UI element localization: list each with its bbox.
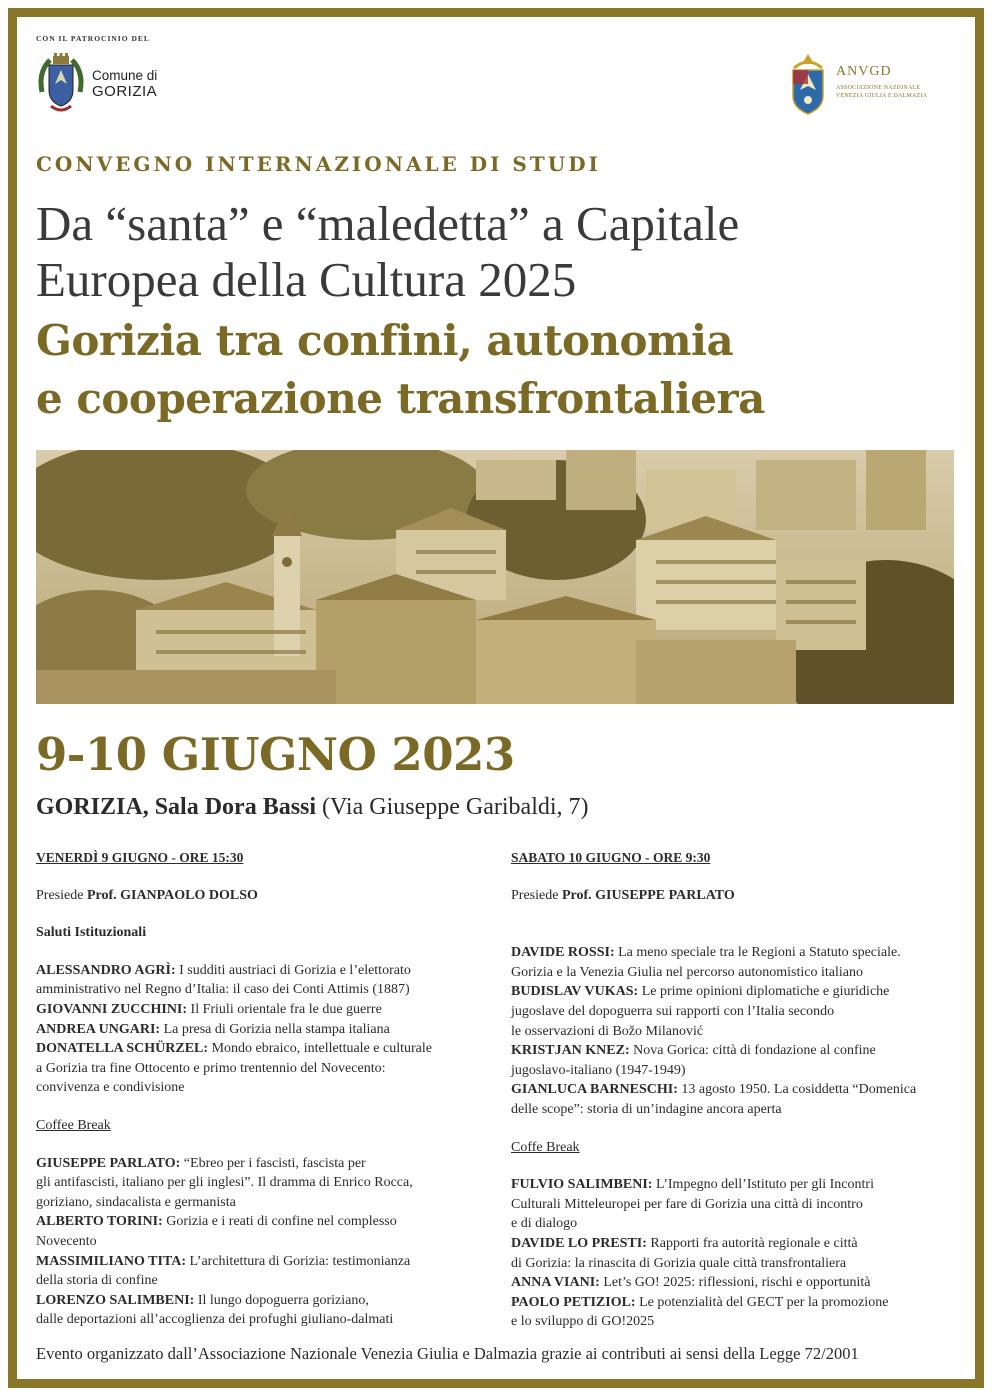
talk-speaker: ANNA VIANI: — [511, 1275, 600, 1291]
city-panorama-image — [36, 450, 954, 704]
friday-chair — [36, 886, 488, 906]
anvgd-crest-icon — [790, 50, 826, 116]
talk-speaker: PAOLO PETIZIOL: — [511, 1294, 636, 1310]
talk-title: 13 agosto 1950. La cosiddetta “Domenica — [677, 1082, 917, 1098]
talk-speaker: MASSIMILIANO TITA: — [36, 1253, 187, 1269]
talk-title-cont: e di dialogo — [511, 1216, 578, 1232]
talk-title: Le prime opinioni diplomatiche e giuridiche — [638, 984, 890, 1000]
talk-speaker: ALESSANDRO AGRÌ: — [36, 962, 176, 978]
talk-entry — [511, 1080, 956, 1100]
talk-speaker: BUDISLAV VUKAS: — [511, 984, 639, 1000]
venue-address: (Via Giuseppe Garibaldi, 7) — [316, 794, 589, 820]
talk-title-cont: delle scope”: storia di un’indagine ancora aperta — [511, 1101, 782, 1117]
talk-speaker: GIANLUCA BARNESCHI: — [511, 1082, 678, 1098]
talk-title-cont: Novecento — [36, 1233, 97, 1249]
venue-name: GORIZIA, Sala Dora Bassi — [36, 794, 317, 820]
comune-logo — [36, 52, 157, 116]
talk-entry — [36, 1039, 488, 1059]
talk-title: Nova Gorica: città di fondazione al confine — [629, 1043, 876, 1059]
talk-title-cont: goriziano, sindacalista e germanista — [36, 1194, 236, 1210]
talk-entry — [511, 1273, 956, 1293]
anvgd-line1: ASSOCIAZIONE NAZIONALE — [836, 85, 921, 91]
talk-speaker: GIOVANNI ZUCCHINI: — [36, 1001, 188, 1017]
talk-title: Il Friuli orientale fra le due guerre — [187, 1001, 382, 1017]
talk-title-cont: le osservazioni di Božo Milanović — [511, 1023, 704, 1039]
saturday-program — [511, 848, 956, 1332]
anvgd-line2: VENEZIA GIULIA E DALMAZIA — [836, 93, 928, 99]
comune-line2: GORIZIA — [92, 83, 158, 100]
talk-speaker: ANDREA UNGARI: — [36, 1021, 161, 1037]
talk-title-cont: e lo sviluppo di GO!2025 — [511, 1314, 655, 1330]
talk-title-cont: di Gorizia: la rinascita di Gorizia quale città transfrontaliera — [511, 1255, 847, 1271]
talk-entry — [36, 1291, 488, 1311]
talk-entry — [36, 1252, 488, 1272]
gorizia-crest-icon — [36, 52, 86, 116]
talk-entry — [511, 943, 956, 963]
talk-title-cont: amministrativo nel Regno d’Italia: il caso dei Conti Attimis (1887) — [36, 982, 410, 998]
event-venue — [36, 794, 589, 821]
talk-title: Rapporti fra autorità regionale e città — [646, 1235, 858, 1251]
talk-entry — [511, 982, 956, 1002]
friday-program — [36, 848, 488, 1330]
talk-speaker: DAVIDE LO PRESTI: — [511, 1235, 647, 1251]
talk-entry — [511, 1234, 956, 1254]
talk-entry — [36, 1020, 488, 1040]
friday-chair-name: Prof. GIANPAOLO DOLSO — [86, 887, 258, 903]
talk-title-cont: a Gorizia tra fine Ottocento e primo trentennio del Novecento: — [36, 1060, 386, 1076]
talk-entry — [36, 1154, 488, 1174]
saturday-header: SABATO 10 GIUGNO - ORE 9:30 — [511, 850, 711, 865]
subtitle-line2: e cooperazione transfrontaliera — [36, 374, 765, 423]
talk-title-cont: Culturali Mitteleuropei per fare di Gorizia una città di incontro — [511, 1196, 863, 1212]
friday-header: VENERDÌ 9 GIUGNO - ORE 15:30 — [36, 850, 244, 865]
talk-title-cont: dalle deportazioni all’accoglienza dei profughi giuliano-dalmati — [36, 1312, 394, 1328]
saturday-chair — [511, 886, 956, 906]
talk-entry — [511, 1041, 956, 1061]
talk-title: “Ebreo per i fascisti, fascista per — [180, 1155, 366, 1171]
talk-title-cont: gli antifascisti, italiano per gli inglesi”. Il dramma di Enrico Rocca, — [36, 1175, 413, 1191]
talk-title: Le potenzialità del GECT per la promozione — [635, 1294, 889, 1310]
talk-entry — [36, 961, 488, 981]
talk-title-cont: jugoslave del dopoguerra sui rapporti con l’Italia secondo — [511, 1003, 835, 1019]
talk-title: I sudditi austriaci di Gorizia e l’elettorato — [175, 962, 411, 978]
talk-speaker: GIUSEPPE PARLATO: — [36, 1155, 181, 1171]
talk-title: La presa di Gorizia nella stampa italiana — [160, 1021, 390, 1037]
city-panorama-photo — [36, 450, 954, 704]
talk-title: L’architettura di Gorizia: testimonianza — [186, 1253, 411, 1269]
friday-chair-prefix: Presiede — [36, 887, 87, 903]
event-subtitle — [36, 312, 956, 428]
talk-title-cont: convivenza e condivisione — [36, 1080, 185, 1096]
title-line2: Europea della Cultura 2025 — [36, 252, 577, 307]
comune-line1: Comune di — [92, 68, 158, 83]
talk-title: La meno speciale tra le Regioni a Statuto speciale. — [614, 945, 901, 961]
talk-entry — [511, 1293, 956, 1313]
saturday-coffee-break: Coffe Break — [511, 1139, 580, 1155]
saturday-chair-prefix: Presiede — [511, 887, 562, 903]
talk-title-cont: jugoslavo-italiano (1947-1949) — [511, 1062, 686, 1078]
talk-title-cont: Gorizia e la Venezia Giulia nel percorso autonomistico italiano — [511, 964, 863, 980]
talk-entry — [36, 1212, 488, 1232]
patronage-label: CON IL PATROCINIO DEL — [36, 34, 150, 43]
saturday-chair-name: Prof. GIUSEPPE PARLATO — [561, 887, 735, 903]
talk-title: Let’s GO! 2025: riflessioni, rischi e opportunità — [599, 1275, 871, 1291]
talk-speaker: LORENZO SALIMBENI: — [36, 1292, 195, 1308]
title-line1: Da “santa” e “maledetta” a Capitale — [36, 196, 740, 251]
talk-speaker: DAVIDE ROSSI: — [511, 945, 615, 961]
subtitle-line1: Gorizia tra confini, autonomia — [36, 316, 734, 365]
footer-organizer: Evento organizzato dall’Associazione Nazionale Venezia Giulia e Dalmazia grazie ai contributi ai sensi della Legge 72/2001 — [36, 1344, 859, 1363]
talk-speaker: DONATELLA SCHÜRZEL: — [36, 1041, 209, 1057]
event-title — [36, 196, 956, 308]
talk-speaker: KRISTJAN KNEZ: — [511, 1043, 630, 1059]
talk-title: Il lungo dopoguerra goriziano, — [194, 1292, 369, 1308]
talk-title: L’Impegno dell’Istituto per gli Incontri — [652, 1177, 874, 1193]
event-kicker: CONVEGNO INTERNAZIONALE DI STUDI — [36, 152, 601, 176]
talk-title: Gorizia e i reati di confine nel complesso — [162, 1214, 397, 1230]
talk-speaker: FULVIO SALIMBENI: — [511, 1177, 653, 1193]
talk-entry — [36, 1000, 488, 1020]
event-date: 9-10 GIUGNO 2023 — [36, 728, 515, 781]
talk-speaker: ALBERTO TORINI: — [36, 1214, 163, 1230]
talk-title: Mondo ebraico, intellettuale e culturale — [208, 1041, 432, 1057]
talk-entry — [511, 1175, 956, 1195]
friday-greetings: Saluti Istituzionali — [36, 925, 147, 941]
anvgd-name: ANVGD — [836, 64, 892, 79]
talk-title-cont: della storia di confine — [36, 1273, 158, 1289]
friday-coffee-break: Coffee Break — [36, 1117, 111, 1133]
anvgd-logo — [790, 50, 927, 116]
